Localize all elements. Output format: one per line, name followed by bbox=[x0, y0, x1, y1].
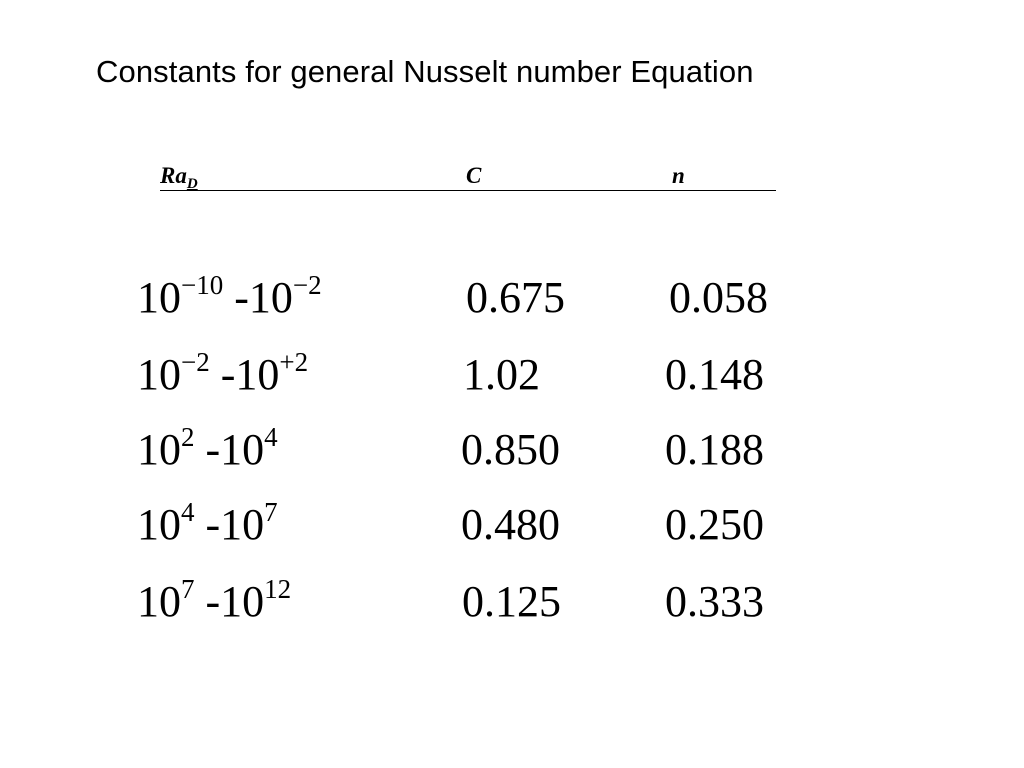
header-c: C bbox=[466, 163, 482, 188]
n-value: 0.148 bbox=[665, 350, 764, 399]
n-value: 0.333 bbox=[665, 577, 764, 626]
range-part: - bbox=[194, 577, 221, 626]
exponent: 4 bbox=[181, 497, 195, 527]
table-row bbox=[0, 268, 1024, 328]
range-part: - bbox=[194, 425, 221, 474]
header-ra-subscript: D bbox=[186, 176, 198, 192]
range-part: 10 bbox=[220, 577, 265, 626]
exponent: −10 bbox=[181, 270, 224, 300]
range-part: 10 bbox=[137, 500, 181, 549]
n-value: 0.058 bbox=[669, 273, 768, 322]
range-part: 10 bbox=[235, 350, 280, 399]
exponent: 12 bbox=[264, 574, 292, 604]
range-part: 10 bbox=[248, 273, 293, 322]
ra-range bbox=[137, 572, 291, 637]
table-row bbox=[0, 495, 1024, 555]
exponent: 4 bbox=[264, 422, 278, 452]
range-part: - bbox=[209, 350, 236, 399]
header-ra-label: Ra bbox=[160, 163, 187, 188]
ra-range bbox=[137, 495, 278, 560]
c-value: 1.02 bbox=[463, 350, 540, 399]
c-value: 0.480 bbox=[461, 500, 560, 549]
exponent: 7 bbox=[264, 497, 278, 527]
table-header bbox=[160, 162, 776, 191]
n-value: 0.188 bbox=[665, 425, 764, 474]
ra-range bbox=[137, 420, 278, 485]
exponent: 2 bbox=[181, 422, 195, 452]
table-row bbox=[0, 420, 1024, 480]
slide-title: Constants for general Nusselt number Equation bbox=[96, 54, 754, 89]
ra-range bbox=[137, 268, 322, 333]
range-part: - bbox=[223, 273, 249, 322]
range-part: 10 bbox=[137, 425, 181, 474]
c-value: 0.675 bbox=[466, 273, 565, 322]
table-row bbox=[0, 345, 1024, 405]
exponent: 7 bbox=[181, 574, 195, 604]
header-n: n bbox=[672, 163, 685, 188]
ra-range bbox=[137, 345, 308, 410]
exponent: −2 bbox=[181, 347, 210, 377]
range-part: 10 bbox=[220, 425, 265, 474]
range-part: 10 bbox=[137, 577, 181, 626]
exponent: −2 bbox=[292, 270, 322, 300]
n-value: 0.250 bbox=[665, 500, 764, 549]
exponent: +2 bbox=[279, 347, 309, 377]
c-value: 0.850 bbox=[461, 425, 560, 474]
table-row bbox=[0, 572, 1024, 632]
range-part: 10 bbox=[137, 350, 181, 399]
range-part: 10 bbox=[220, 500, 265, 549]
range-part: 10 bbox=[137, 273, 181, 322]
c-value: 0.125 bbox=[462, 577, 561, 626]
range-part: - bbox=[194, 500, 221, 549]
header-rad bbox=[160, 162, 198, 193]
